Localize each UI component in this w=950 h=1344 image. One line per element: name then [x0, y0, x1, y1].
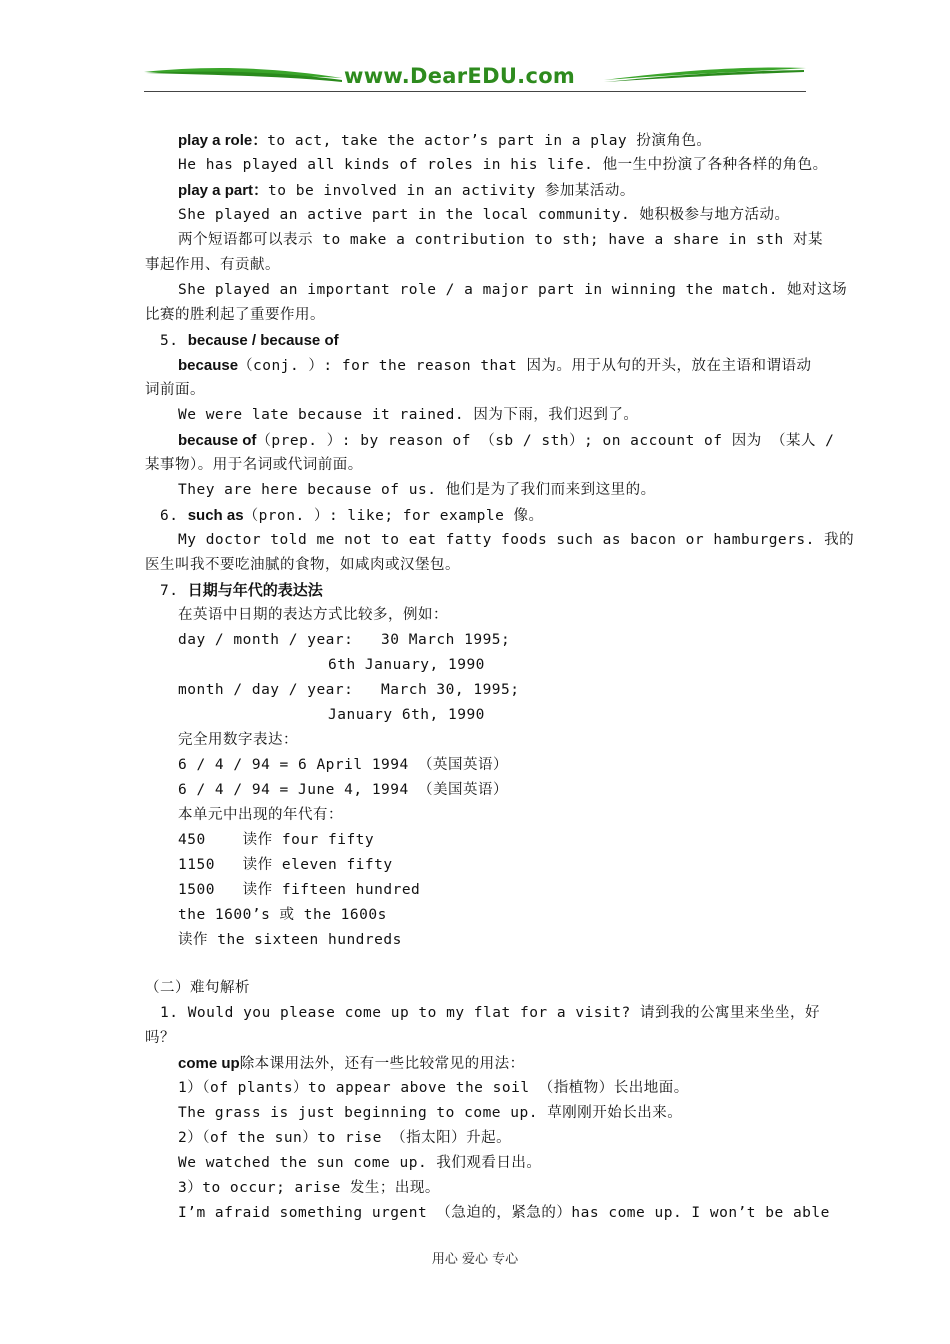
definition: （conj. ）: for the reason that 因为。用于从句的开头，放在主语和谓语动	[238, 358, 812, 374]
text-line: They are here because of us. 他们是为了我们而来到这里的。	[178, 482, 656, 498]
term-bold: because	[178, 357, 239, 374]
text-line: 1. Would you please come up to my flat for a visit? 请到我的公寓里来坐坐，好	[160, 1005, 820, 1021]
site-logo[interactable]: www.DearEDU.com	[344, 64, 576, 88]
text-line: 本单元中出现的年代有：	[178, 807, 343, 823]
text-line: 3）to occur; arise 发生；出现。	[178, 1180, 440, 1196]
text-line: 在英语中日期的表达方式比较多，例如：	[178, 607, 448, 623]
item-number: 6.	[160, 508, 188, 524]
text-line	[178, 353, 811, 379]
text-line: She played an active part in the local community. 她积极参与地方活动。	[178, 207, 790, 223]
section-heading	[160, 328, 339, 354]
section-heading	[160, 578, 323, 604]
term-bold: such as	[187, 507, 244, 524]
definition: to act, take the actor’s part in a play 扮演角色。	[267, 133, 712, 149]
text-line: The grass is just beginning to come up. 草刚刚开始长出来。	[178, 1105, 683, 1121]
text-line: day / month / year: 30 March 1995;	[178, 632, 511, 648]
header-divider	[144, 91, 806, 92]
text-line: 2）（of the sun）to rise （指太阳）升起。	[178, 1130, 512, 1146]
text-line: 读作 the sixteen hundreds	[178, 932, 402, 948]
text-line: the 1600’s 或 the 1600s	[178, 907, 387, 923]
section-title: （二）难句解析	[145, 980, 250, 996]
text-line	[178, 428, 834, 454]
text-line: He has played all kinds of roles in his life. 他一生中扮演了各种各样的角色。	[178, 157, 828, 173]
heading-text: because / because of	[187, 332, 339, 349]
text-line: 医生叫我不要吃油腻的食物，如咸肉或汉堡包。	[145, 557, 460, 573]
item-number: 7.	[160, 583, 188, 599]
text-line: 1）（of plants）to appear above the soil （指植物）长出地面。	[178, 1080, 689, 1096]
text-line: She played an important role / a major part in winning the match. 她对这场	[178, 282, 848, 298]
text-line	[178, 178, 635, 204]
text-line	[178, 1051, 525, 1077]
text-line: My doctor told me not to eat fatty foods such as bacon or hamburgers. 我的	[178, 532, 855, 548]
definition: （pron. ）: like; for example 像。	[243, 508, 544, 524]
text-line: January 6th, 1990	[328, 707, 485, 723]
site-header	[144, 62, 806, 92]
text-line: month / day / year: March 30, 1995;	[178, 682, 520, 698]
page-footer: 用心 爱心 专心	[431, 1252, 519, 1267]
text-line: 6 / 4 / 94 = June 4, 1994 （美国英语）	[178, 782, 508, 798]
definition: （prep. ）: by reason of （sb / sth）; on account of 因为 （某人 /	[256, 433, 835, 449]
text-line: We watched the sun come up. 我们观看日出。	[178, 1155, 542, 1171]
text-line: 完全用数字表达：	[178, 732, 298, 748]
text-line: 1150 读作 eleven fifty	[178, 857, 393, 873]
text-line: 450 读作 four fifty	[178, 832, 375, 848]
text-line: 6 / 4 / 94 = 6 April 1994 （英国英语）	[178, 757, 508, 773]
term-bold: come up	[178, 1055, 240, 1072]
heading-text: 日期与年代的表达法	[187, 582, 323, 599]
text-line: 某事物）。用于名词或代词前面。	[145, 457, 363, 473]
text-line: We were late because it rained. 因为下雨，我们迟到了。	[178, 407, 639, 423]
term-bold: play a role：	[178, 132, 268, 149]
definition: to be involved in an activity 参加某活动。	[268, 183, 635, 199]
term-bold: play a part：	[178, 182, 269, 199]
text-line	[178, 128, 711, 154]
item-number: 5.	[160, 333, 188, 349]
text-line: 1500 读作 fifteen hundred	[178, 882, 421, 898]
term-bold: because of	[178, 432, 257, 449]
text-line: 事起作用、有贡献。	[145, 257, 280, 273]
text-line: I’m afraid something urgent （急迫的，紧急的）has come up. I won’t be able	[178, 1205, 830, 1221]
text-line: 比赛的胜利起了重要作用。	[145, 307, 325, 323]
section-heading	[160, 503, 544, 529]
text-line: 6th January, 1990	[328, 657, 485, 673]
definition: 除本课用法外，还有一些比较常见的用法：	[239, 1056, 525, 1072]
text-line: 吗？	[145, 1030, 175, 1046]
text-line: 词前面。	[145, 382, 205, 398]
text-line: 两个短语都可以表示 to make a contribution to sth; have a share in sth 对某	[178, 232, 823, 248]
